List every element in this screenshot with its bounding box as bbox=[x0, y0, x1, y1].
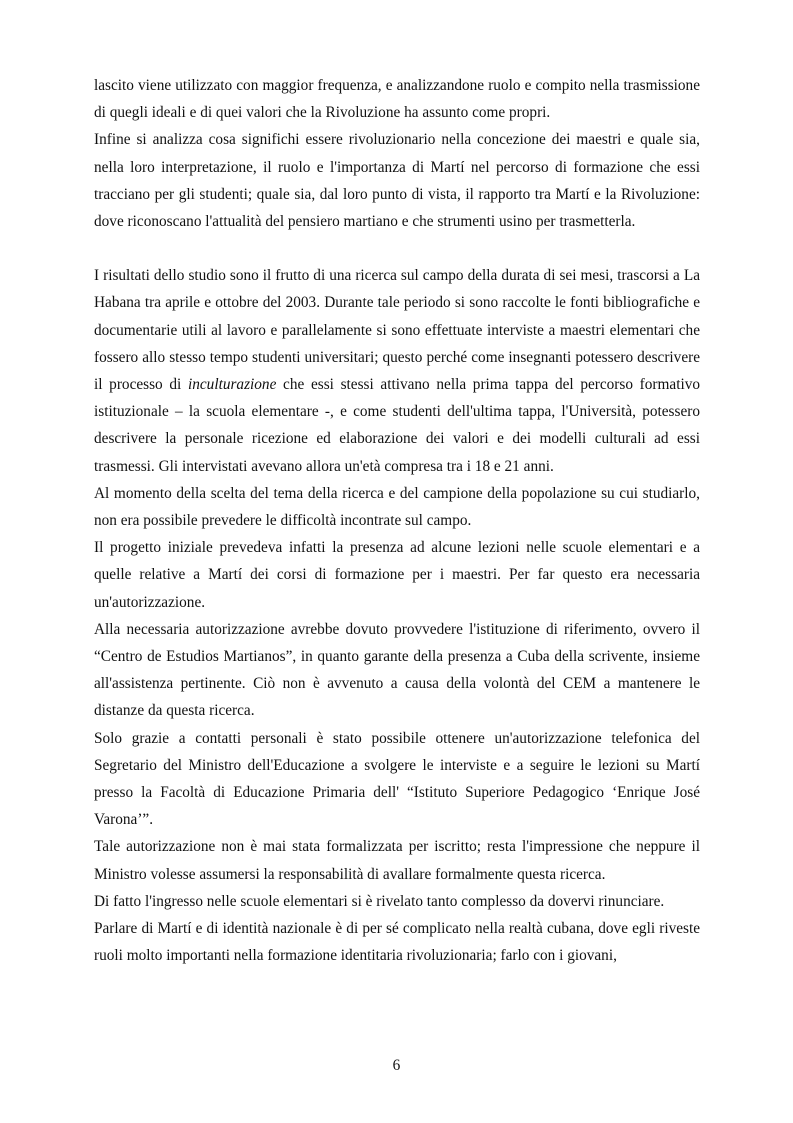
paragraph-autorizzazione: Alla necessaria autorizzazione avrebbe dovuto provvedere l'istituzione di riferimento, ovvero il “Centro de Estudios Martianos”, in quanto garante della presenza a Cuba della scrivente, insieme all'assistenza pertinente. Ciò non è avvenuto a causa della volontà del CEM a mantenere le distanze da questa ricerca. bbox=[94, 620, 700, 720]
paragraph-risultati bbox=[94, 262, 700, 480]
paragraph-momento: Al momento della scelta del tema della ricerca e del campione della popolazione su cui studiarlo, non era possibile prevedere le difficoltà incontrate sul campo. bbox=[94, 484, 700, 530]
page-number: 6 bbox=[392, 1057, 401, 1074]
paragraph-ingresso: Di fatto l'ingresso nelle scuole elementari si è rivelato tanto complesso da dovervi rinunciare. bbox=[94, 892, 665, 910]
paragraph-contatti: Solo grazie a contatti personali è stato possibile ottenere un'autorizzazione telefonica del Segretario del Ministro dell'Educazione a svolgere le interviste e a seguire le lezioni su Martí presso la Facoltà di Educazione Primaria dell' “Istituto Superiore Pedagogico ‘Enrique José Varona’”. bbox=[94, 729, 700, 829]
paragraph-progetto: Il progetto iniziale prevedeva infatti la presenza ad alcune lezioni nelle scuole elementari e a quelle relative a Martí dei corsi di formazione per i maestri. Per far questo era necessaria un'autorizzazione. bbox=[94, 539, 700, 611]
paragraph-spacer bbox=[94, 235, 700, 262]
inculturazione-term: inculturazione bbox=[187, 376, 277, 394]
paragraph-infine: Infine si analizza cosa significhi essere rivoluzionario nella concezione dei maestri e quale sia, nella loro interpretazione, il ruolo e l'importanza di Martí nel percorso di formazione che essi tracciano per gli studenti; quale sia, dal loro punto di vista, il rapporto tra Martí e la Rivoluzione: dove riconoscano l'attualità del pensiero martiano e che strumenti usino per trasmetterla. bbox=[94, 131, 700, 231]
document-body bbox=[94, 72, 700, 970]
paragraph-formalizzata: Tale autorizzazione non è mai stata formalizzata per iscritto; resta l'impressione che neppure il Ministro volesse assumersi la responsabilità di avallare formalmente questa ricerca. bbox=[94, 838, 700, 883]
risultati-text-start: I risultati dello studio sono il frutto di una ricerca sul campo della durata di sei mesi, trascorsi a La Habana tra aprile e ottobre del 2003. Durante tale periodo si sono raccolte le fonti bibliografiche e documentarie utili al lavoro e parallelamente si sono effettuate interviste a maestri elementari che fossero allo stesso tempo studenti universitari; questo perché come insegnanti potessero descrivere il processo di bbox=[94, 267, 700, 394]
paragraph-lascito: lascito viene utilizzato con maggior frequenza, e analizzandone ruolo e compito nella trasmissione di quegli ideali e di quei valori che la Rivoluzione ha assunto come propri. bbox=[94, 77, 700, 122]
risultati-text-end: che essi stessi attivano nella prima tappa del percorso formativo istituzionale – la scuola elementare -, e come studenti dell'ultima tappa, l'Università, potessero descrivere la personale ricezione ed elaborazione dei valori e dei modelli culturali ad essi trasmessi. Gli intervistati avevano allora un'età compresa tra i 18 e 21 anni. bbox=[94, 376, 701, 475]
paragraph-parlare: Parlare di Martí e di identità nazionale è di per sé complicato nella realtà cubana, dove egli riveste ruoli molto importanti nella formazione identitaria rivoluzionaria; farlo con i giovani, bbox=[94, 920, 700, 965]
